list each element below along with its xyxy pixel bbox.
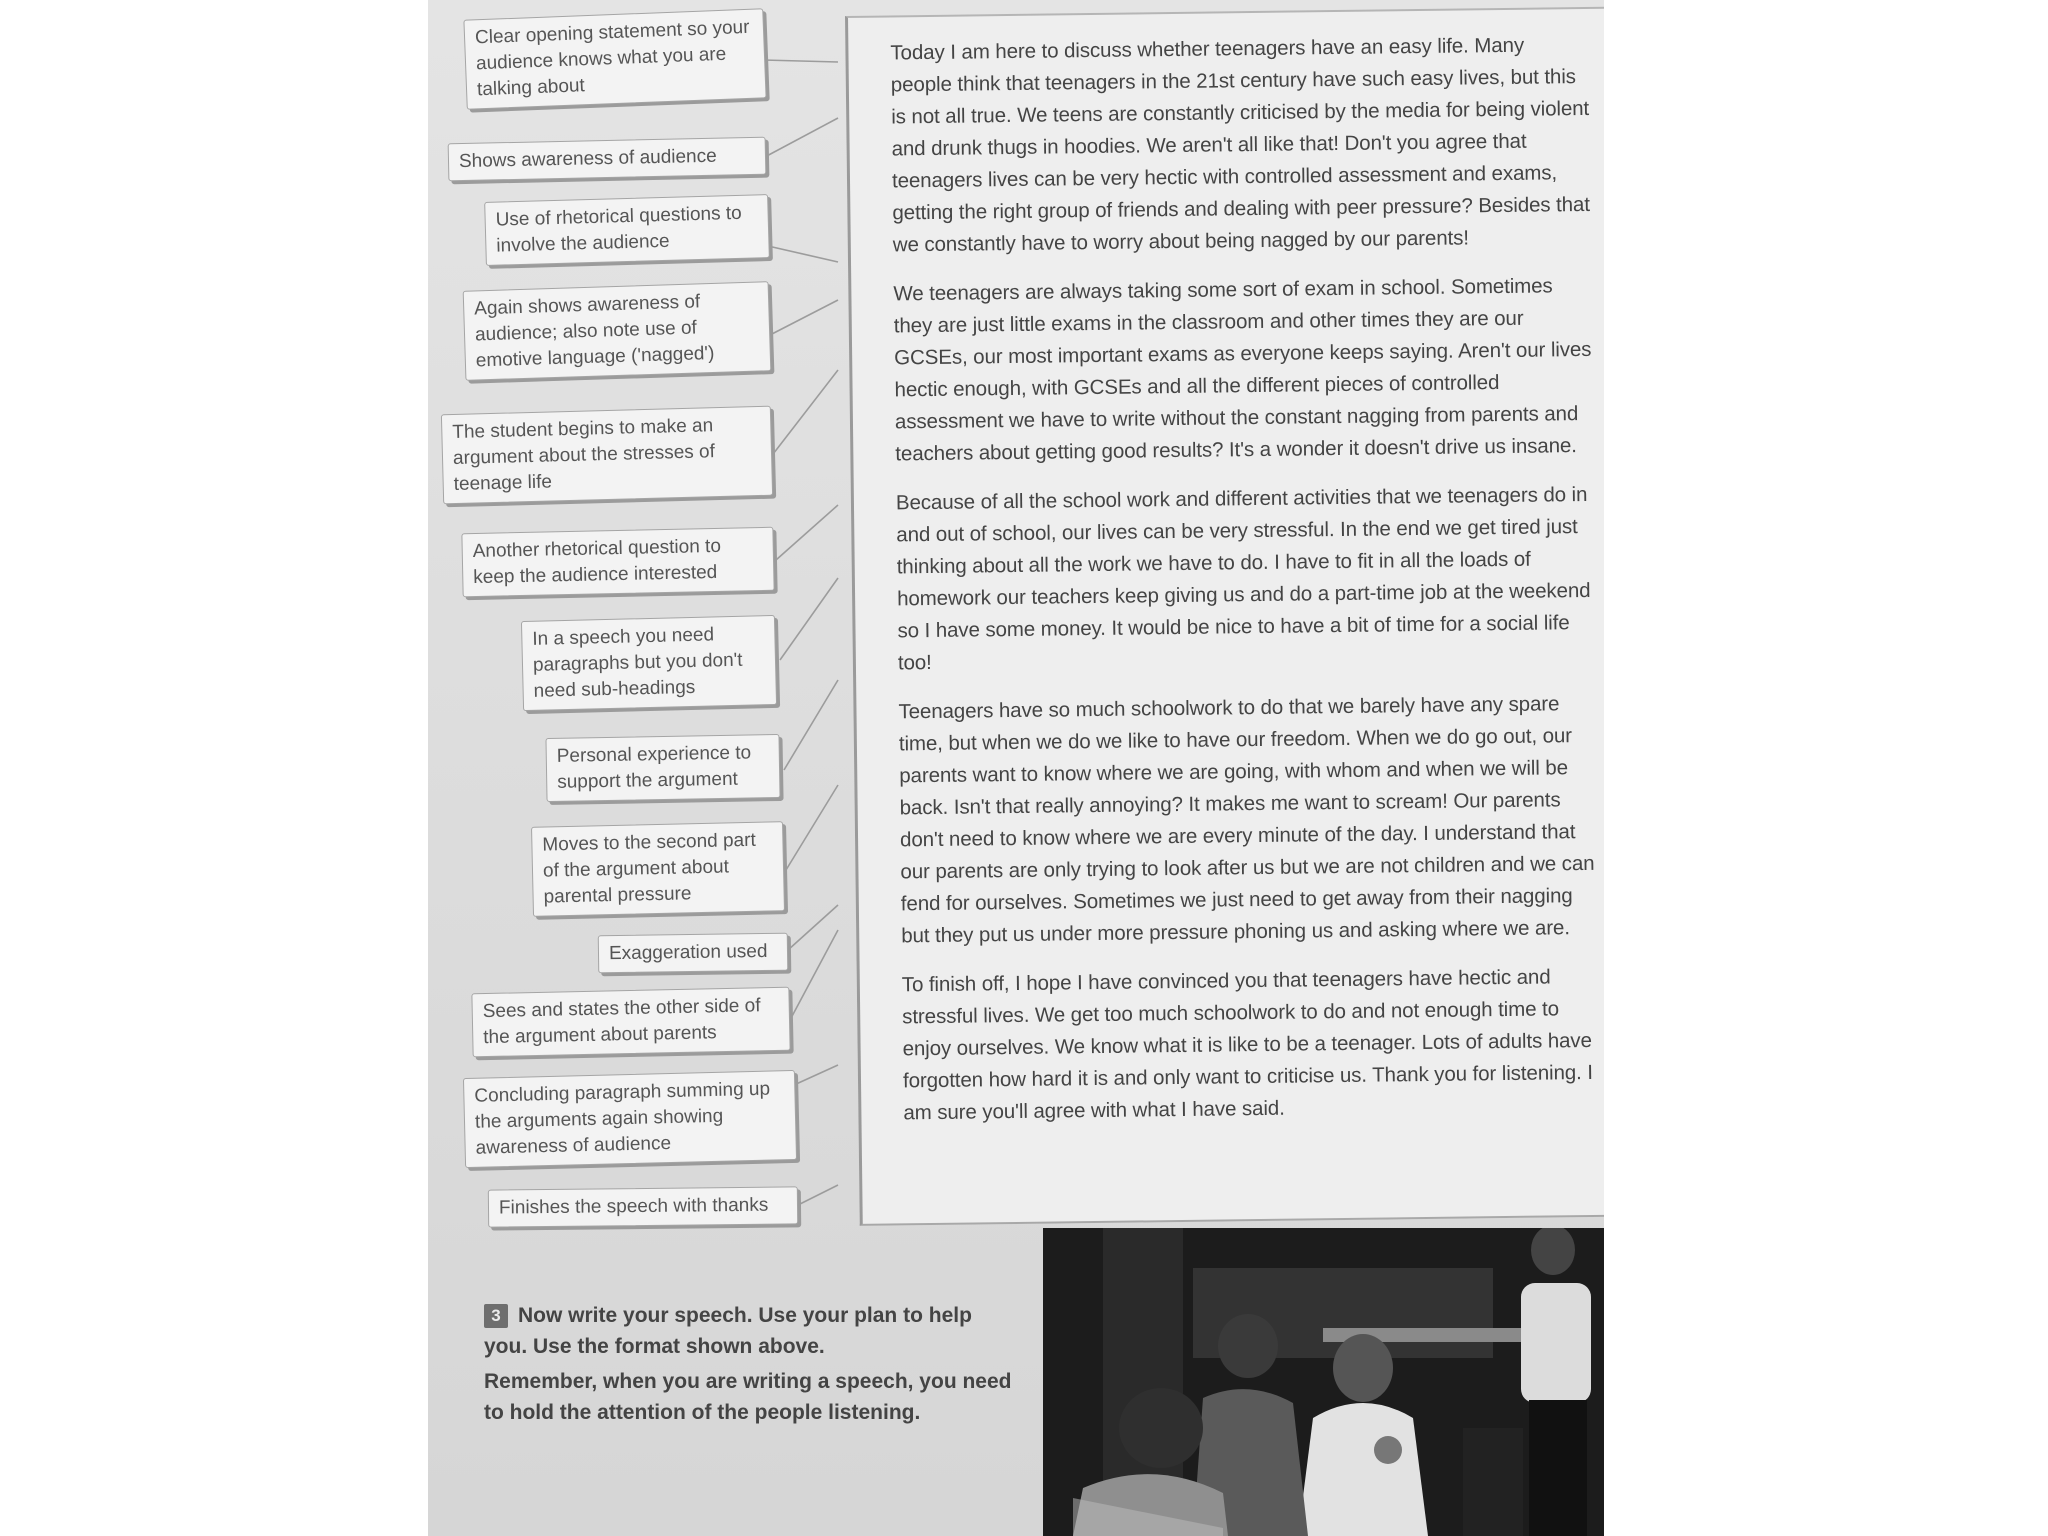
task-text-2: Remember, when you are writing a speech, you need to hold the attention of the people listening.: [484, 1370, 1012, 1424]
annotation-note: The student begins to make an argument about the stresses of teenage life: [441, 406, 773, 505]
students-photo-image: [1043, 1228, 1604, 1536]
annotation-note: Personal experience to support the argument: [545, 734, 780, 802]
textbook-page: [428, 0, 1604, 1536]
annotation-note: Moves to the second part of the argument about parental pressure: [531, 821, 785, 917]
speech-paragraph: Today I am here to discuss whether teenagers have an easy life. Many people think that teenagers in the 21st century have such easy lives, but this is not all true. We teens are constantly criticised by the media for being violent and drunk thugs in hoodies. We aren't all like that! Don't you agree that teenagers lives can be very hectic with controlled assessment and exams, getting the right group of friends and dealing with peer pressure? Besides that we constantly have to worry about being nagged by our parents!: [890, 33, 1591, 257]
annotation-note: Concluding paragraph summing up the arguments again showing awareness of audience: [463, 1070, 797, 1168]
annotation-note: Use of rhetorical questions to involve the audience: [484, 194, 770, 266]
annotation-note: Sees and states the other side of the argument about parents: [471, 987, 790, 1058]
annotation-note: Clear opening statement so your audience knows what you are talking about: [463, 8, 766, 109]
annotation-column: [428, 0, 848, 1240]
speech-paragraph: Because of all the school work and different activities that we teenagers do in and out of school, our lives can be very stressful. In the end we get tired just thinking about all the work we have to do. I have to fit in all the loads of homework our teachers keep giving us and do a part-time job at the weekend so I have some money. It would be nice to have a bit of time for a social life too!: [895, 482, 1591, 675]
students-photo: [1043, 1228, 1604, 1536]
annotation-note: In a speech you need paragraphs but you don't need sub-headings: [521, 615, 777, 711]
speech-paragraph: Teenagers have so much schoolwork to do that we barely have any spare time, but when we do we like to have our freedom. When we do go out, our parents want to know where we are going, with whom and when we will be back. Isn't that really annoying? It makes me want to scream! Our parents don't need to know where we are every minute of the day. I understand that our parents are only trying to look after us but we are not children and we can fend for ourselves. Sometimes we just need to get away from their nagging but they put us under more pressure phoning us and asking where we are.: [898, 692, 1595, 948]
annotation-note: Another rhetorical question to keep the audience interested: [461, 527, 774, 598]
annotation-note: Finishes the speech with thanks: [488, 1186, 798, 1227]
task-instruction: [484, 1300, 1014, 1432]
annotation-note: Again shows awareness of audience; also note use of emotive language ('nagged'): [463, 281, 772, 381]
speech-paragraph: We teenagers are always taking some sort of exam in school. Sometimes they are just little exams in the classroom and other times they are our GCSEs, our most important exams as everyone keeps saying. Aren't our lives hectic enough, with GCSEs and all the different pieces of controlled assessment we have to write without the constant nagging from parents and teachers about getting good results? It's a wonder it doesn't drive us insane.: [893, 274, 1592, 466]
annotation-note: Shows awareness of audience: [448, 137, 767, 182]
task-line-1: [484, 1300, 1014, 1362]
task-number-badge: 3: [484, 1304, 508, 1328]
speech-paragraph: To finish off, I hope I have convinced you that teenagers have hectic and stressful lives. We get too much schoolwork to do and not enough time to enjoy ourselves. We know what it is like to be a teenager. Lots of adults have forgotten how hard it is and only want to criticise us. Thank you for listening. I am sure you'll agree with what I have said.: [901, 965, 1594, 1125]
speech-text-box: [845, 7, 1604, 1226]
task-text-1: Now write your speech. Use your plan to help you. Use the format shown above.: [484, 1304, 972, 1358]
annotation-note: Exaggeration used: [598, 933, 789, 974]
